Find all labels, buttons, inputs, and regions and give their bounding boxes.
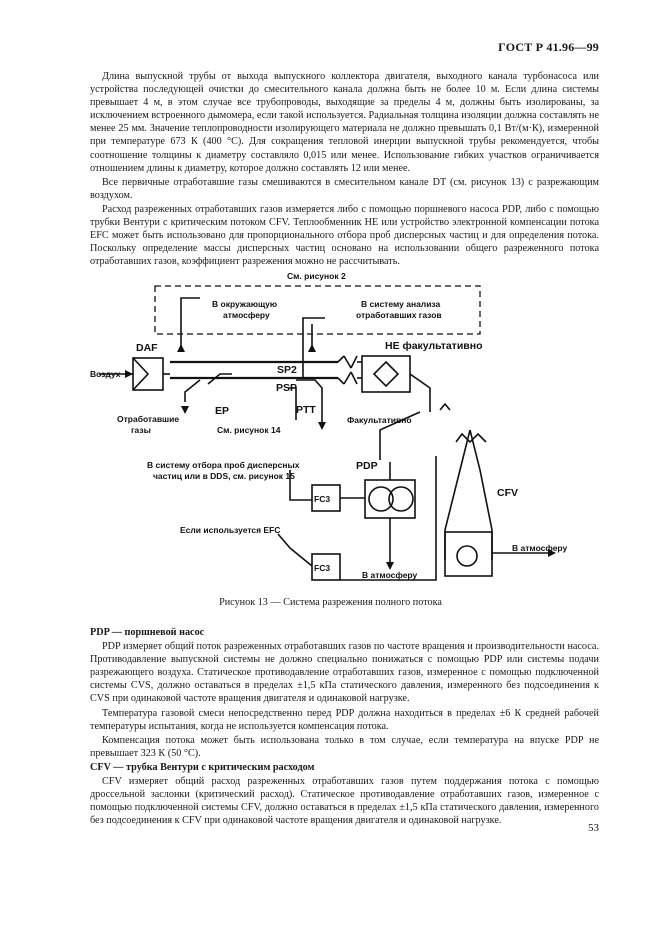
label-optional: Факультативно <box>347 415 412 425</box>
section-title: PDP — поршневой насос <box>90 627 205 638</box>
flow-line <box>181 298 200 300</box>
flex-joint <box>338 356 344 362</box>
label-to-sampling: В систему отбора проб дисперсных <box>147 460 300 470</box>
cfv-blower <box>445 532 492 576</box>
label-to-atmosphere-pdp: В атмосферу <box>362 570 418 580</box>
label-to-sampling: частиц или в DDS, см. рисунок 15 <box>153 471 295 481</box>
label-to-atmosphere-cfv: В атмосферу <box>512 543 568 553</box>
label-ep: EP <box>215 405 230 417</box>
section-title: CFV — трубка Вентури с критическим расходом <box>90 761 315 773</box>
exhaust-pipe <box>185 380 200 402</box>
arrow-head <box>308 344 316 352</box>
flex-joint <box>351 372 357 384</box>
arrow-head <box>318 422 326 430</box>
paragraph: Температура газовой смеси непосредственно перед PDP должна находиться в пределах ±6 К средней рабочей температуры испытания, когда не используется компенсация потока. <box>90 707 599 732</box>
daf-filter <box>133 358 148 390</box>
control-line <box>278 534 312 566</box>
label-see-fig2: См. рисунок 2 <box>287 271 346 281</box>
label-pdp: PDP <box>356 460 378 472</box>
pdp-pump <box>365 480 415 518</box>
cfv-venturi <box>445 430 470 560</box>
label-sp2: SP2 <box>277 364 297 376</box>
paragraph: Компенсация потока может быть использована только в том случае, если температура на впуске PDP не превышает 323 К (50 °С). <box>90 734 599 759</box>
arrow-head <box>181 406 189 414</box>
label-air: Воздух <box>90 369 121 379</box>
figure-caption: Рисунок 13 — Система разрежения полного потока <box>219 597 442 608</box>
cfv-blower-wheel <box>457 546 477 566</box>
label-exhaust: Отработавшие <box>117 414 180 424</box>
label-cfv: CFV <box>497 487 518 499</box>
label-if-efc: Если используется EFC <box>180 525 281 535</box>
paragraph: Все первичные отработавшие газы смешиваются в смесительном канале DT (см. рисунок 13) с разрежающим воздухом. <box>90 176 599 201</box>
label-psp: PSP <box>276 382 298 394</box>
label-fc3: FC3 <box>314 563 331 573</box>
arrow-head <box>177 344 185 352</box>
arrow-head <box>125 370 133 378</box>
label-exhaust: газы <box>131 425 151 435</box>
paragraph: Расход разреженных отработавших газов измеряется либо с помощью поршневого насоса PDP, либо с помощью трубки Вентури с критическим потоком CFV. Теплообменник HE или устройство электронной компенсации потока EFC может быть использовано для пропорционального отбора проб дисперсных частиц и для определения потока. Поскольку определение массы дисперсных частиц основано на использовании общего разреженного потока отработавших газов, коэффициент разрежения можно не рассчитывать. <box>90 203 599 268</box>
label-see-fig14: См. рисунок 14 <box>217 425 281 435</box>
he-outlet <box>410 374 430 412</box>
label-he-optional: HE факультативно <box>385 340 483 352</box>
label-ptt: PTT <box>296 404 316 416</box>
paragraph: CFV измеряет общий расход разреженных отработавших газов путем поддержания потока с помощью дроссельной заслонки (критический расход). Статическое противодавление отработавших газов, измеренное с помощью подключенной системы CFV, должно оставаться в пределах ±1,5 кПа статического давления, измеренного без подсоединения к CFV при одинаковой частоте вращения двигателя и одинаковой нагрузке. <box>90 776 599 827</box>
page-header: ГОСТ Р 41.96—99 <box>498 40 599 54</box>
label-to-analysis: отработавших газов <box>356 310 442 320</box>
flex-joint <box>344 372 351 384</box>
flex-joint <box>338 378 344 384</box>
flex-joint <box>344 356 351 368</box>
label-daf: DAF <box>136 342 158 354</box>
pdp-section <box>90 626 599 828</box>
paragraph: Длина выпускной трубы от выхода выпускного коллектора двигателя, выходного канала турбонасоса или устройства последующей очистки до смесительного канала должна быть не более 10 м. Если длина системы превышает 4 м, в этом случае все трубопроводы, выходящие за пределы 4 м, должны быть изолированы, за исключением встроенного дымомера, если такой используется. Радиальная толщина изоляции должна составлять не менее 25 мм. Значение теплопроводности изолирующего материала не должно превышать 0,1 Вт/(м·К), измеренной при температуре 673 К (400 °С). Для сокращения тепловой инерции выпускной трубы рекомендуется, чтобы соотношение толщины к диаметру составляло 0,015 или менее. Использование гибких участков ограничивается отношением длины к диаметру, которое должно составлять 12 или менее. <box>90 71 599 174</box>
cfv-venturi <box>470 430 492 560</box>
heat-exchanger-symbol <box>374 362 398 386</box>
he-outlet <box>440 404 450 410</box>
page-number: 53 <box>588 822 599 834</box>
label-fc3: FC3 <box>314 494 331 504</box>
label-to-atmosphere: атмосферу <box>223 310 270 320</box>
arrow-head <box>386 562 394 570</box>
label-to-analysis: В систему анализа <box>361 299 441 309</box>
label-to-atmosphere: В окружающую <box>212 299 278 309</box>
flex-joint <box>351 356 357 368</box>
paragraph: PDP измеряет общий поток разреженных отработавших газов по частоте вращения и производительности насоса. Противодавление выпускной системы не должно специально понижаться с помощью PDP или системы подачи разрежающего воздуха. Статическое противодавление отработавших газов, измеренное с помощью подключенной системы CVS, должно оставаться в пределах ±1,5 кПа статического давления, измеренного без подсоединения к CVS при одинаковой частоте вращения двигателя и одинаковой нагрузке. <box>90 641 599 705</box>
